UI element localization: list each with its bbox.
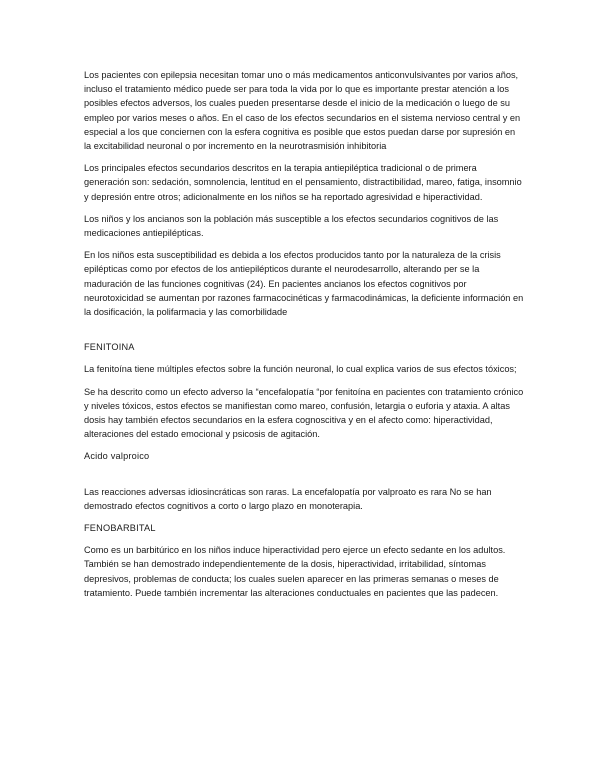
fenitoina-paragraph-2: Se ha descrito como un efecto adverso la “encefalopatía “por fenitoína en pacientes con tratamiento crónico y niveles tóxicos, estos efectos se manifiestan como mareo, confusión, letargia o euforia y ataxia. A altas dosis hay también efectos secundarios en la esfera cognoscitiva y en el afecto como: hiperactividad, alteraciones del estado emocional y psicosis de agitación. (84, 386, 524, 440)
document-page (84, 68, 524, 608)
valproico-paragraph-1: Las reacciones adversas idiosincráticas son raras. La encefalopatía por valproato es rara No se han demostrado efectos cognitivos a corto o largo plazo en monoterapia. (84, 486, 492, 511)
heading-fenobarbital: FENOBARBITAL (84, 523, 156, 534)
intro-paragraph-3: Los niños y los ancianos son la población más susceptible a los efectos secundarios cognitivos de las medicaciones antiepilépticas. (84, 213, 499, 239)
intro-paragraph-2: Los principales efectos secundarios descritos en la terapia antiepiléptica tradicional o de primera generación son: sedación, somnolencia, lentitud en el pensamiento, distractibilidad, mareo, fatiga, insomnio y depresión entre otros; adicionalmente en los niños se ha reportado agresividad e hiperactividad. (84, 163, 522, 202)
intro-paragraph-1: Los pacientes con epilepsia necesitan tomar uno o más medicamentos anticonvulsivantes por varios años, incluso el tratamiento médico puede ser para toda la vida por lo que es importante prestar atención a los posibles efectos adversos, los cuales pueden presentarse desde el inicio de la medicación o luego de su empleo por varios meses o años. En el caso de los efectos secundarios en el sistema nervioso central y en especial a los que conciernen con la esfera cognitiva es posible que estos puedan darse por supresión en la excitabilidad neuronal o por incremento en la neurotrasmisión inhibitoria (84, 70, 521, 152)
section-spacer (84, 472, 524, 485)
intro-paragraph-4: En los niños esta susceptibilidad es debida a los efectos producidos tanto por la naturaleza de la crisis epilépticas como por efectos de los antiepilépticos durante el neurodesarrollo, alterando per se la maduración de las funciones cognitivas (24). En pacientes ancianos los efectos cognitivos por neurotoxicidad se aumentan por razones farmacocinéticas y farmacodinámicas, la deficiente información en la dosificación, la polifarmacia y las comorbilidade (84, 250, 524, 318)
heading-acido-valproico: Acido valproico (84, 451, 150, 462)
section-spacer (84, 327, 524, 340)
fenitoina-paragraph-1: La fenitoína tiene múltiples efectos sobre la función neuronal, lo cual explica varios de sus efectos tóxicos; (84, 364, 517, 375)
heading-fenitoina: FENITOINA (84, 342, 135, 353)
fenobarbital-paragraph-1: Como es un barbitúrico en los niños induce hiperactividad pero ejerce un efecto sedante en los adultos. También se han demostrado independientemente de la dosis, hiperactividad, irritabilidad, síntomas depresivos, problemas de conducta; los cuales suelen aparecer en las primeras semanas o meses de tratamiento. Puede también incrementar las alteraciones conductuales en pacientes que las padecen. (84, 545, 506, 598)
